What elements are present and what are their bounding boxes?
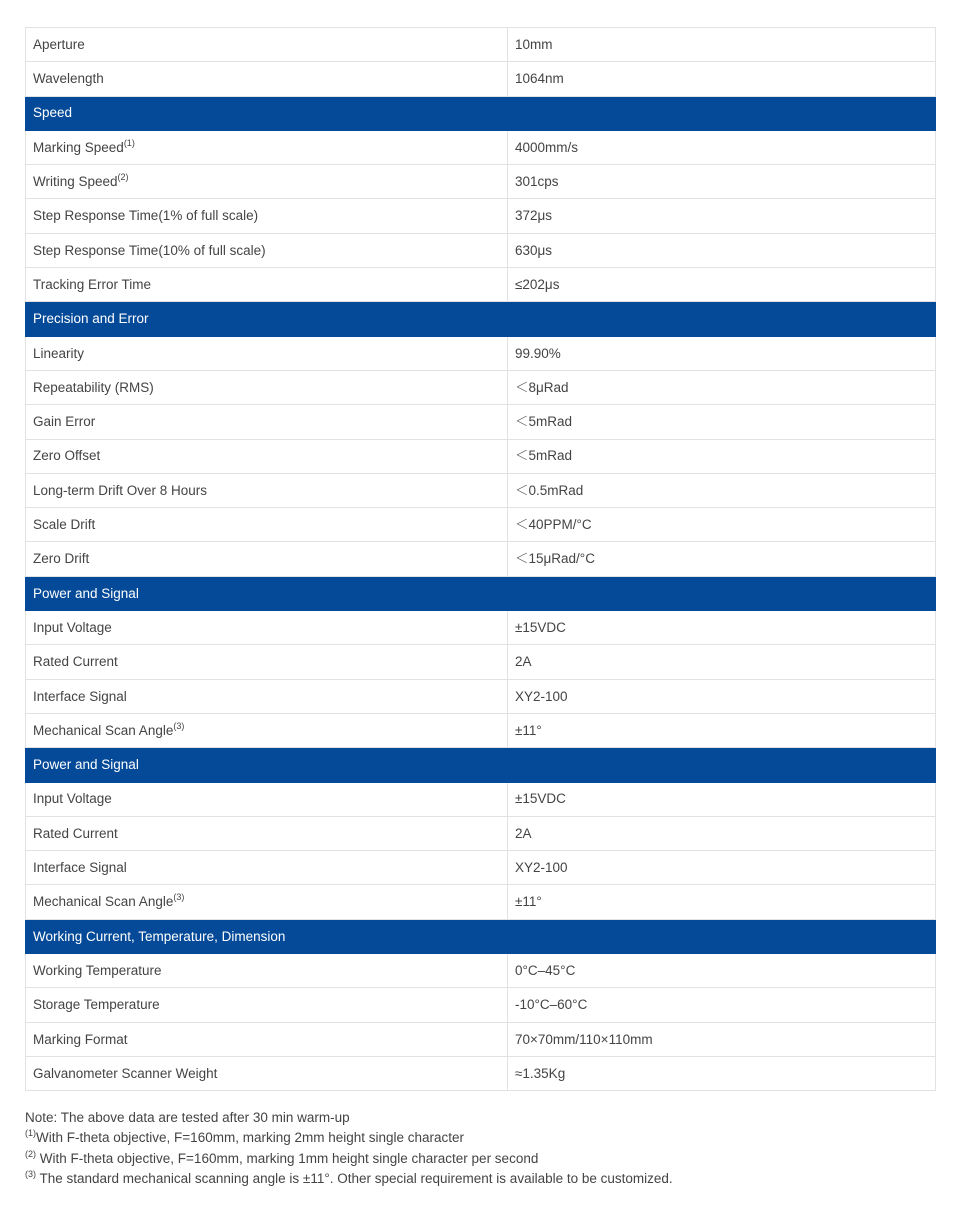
spec-value: ≈1.35Kg — [508, 1056, 936, 1090]
spec-value: 630μs — [508, 233, 936, 267]
footnote-marker: (3) — [173, 720, 185, 731]
spec-label: Step Response Time(1% of full scale) — [33, 208, 259, 224]
footnote-marker: (1) — [25, 1128, 36, 1139]
spec-label: Wavelength — [33, 71, 104, 87]
spec-label: Rated Current — [33, 654, 118, 670]
notes — [25, 1108, 935, 1190]
table-row — [26, 336, 936, 370]
spec-value: 99.90% — [508, 336, 936, 370]
spec-value: ＜5mRad — [508, 439, 936, 473]
spec-label-cell — [26, 611, 508, 645]
spec-table — [25, 27, 936, 1091]
spec-label-cell — [26, 954, 508, 988]
table-row — [26, 439, 936, 473]
spec-value: 1064nm — [508, 62, 936, 96]
spec-label: Tracking Error Time — [33, 276, 152, 292]
spec-label: Gain Error — [33, 414, 96, 430]
spec-label-cell — [26, 988, 508, 1022]
spec-label-cell — [26, 782, 508, 816]
spec-label: Writing Speed — [33, 174, 118, 190]
spec-value: 2A — [508, 816, 936, 850]
spec-label: Working Temperature — [33, 962, 162, 978]
spec-value: 2A — [508, 645, 936, 679]
table-row — [26, 233, 936, 267]
table-row — [26, 1056, 936, 1090]
section-header — [26, 919, 936, 953]
spec-label: Input Voltage — [33, 791, 112, 807]
section-title: Working Current, Temperature, Dimension — [26, 919, 936, 953]
spec-label-cell — [26, 542, 508, 576]
spec-label: Mechanical Scan Angle — [33, 722, 174, 738]
spec-value: 10mm — [508, 28, 936, 62]
table-row — [26, 713, 936, 747]
spec-value: ±11° — [508, 713, 936, 747]
footnote-text: With F-theta objective, F=160mm, marking 1mm height single character per second — [36, 1150, 539, 1166]
table-row — [26, 679, 936, 713]
spec-value: -10°C–60°C — [508, 988, 936, 1022]
spec-value: ＜40PPM/°C — [508, 508, 936, 542]
spec-label: Linearity — [33, 345, 85, 361]
spec-label-cell — [26, 713, 508, 747]
spec-value: 4000mm/s — [508, 130, 936, 164]
spec-label-cell — [26, 679, 508, 713]
footnote-marker: (3) — [25, 1169, 36, 1180]
spec-table-body — [26, 28, 936, 1091]
spec-value: 372μs — [508, 199, 936, 233]
spec-label-cell — [26, 439, 508, 473]
spec-label: Zero Drift — [33, 551, 90, 567]
spec-value: ＜15μRad/°C — [508, 542, 936, 576]
table-row — [26, 130, 936, 164]
spec-label-cell — [26, 645, 508, 679]
note-items — [25, 1128, 935, 1189]
spec-label-cell — [26, 28, 508, 62]
table-row — [26, 645, 936, 679]
spec-value: 0°C–45°C — [508, 954, 936, 988]
table-row — [26, 508, 936, 542]
spec-label-cell — [26, 165, 508, 199]
table-row — [26, 62, 936, 96]
spec-label: Input Voltage — [33, 619, 112, 635]
spec-label-cell — [26, 816, 508, 850]
spec-value: ＜0.5mRad — [508, 473, 936, 507]
spec-label: Galvanometer Scanner Weight — [33, 1065, 218, 1081]
table-row — [26, 268, 936, 302]
spec-label-cell — [26, 405, 508, 439]
section-title: Speed — [26, 96, 936, 130]
spec-label: Mechanical Scan Angle — [33, 894, 174, 910]
spec-label-cell — [26, 508, 508, 542]
spec-value: 301cps — [508, 165, 936, 199]
table-row — [26, 851, 936, 885]
spec-value: ＜8μRad — [508, 370, 936, 404]
table-row — [26, 542, 936, 576]
footnote-marker: (2) — [117, 172, 129, 183]
spec-label-cell — [26, 130, 508, 164]
footnote-marker: (2) — [25, 1148, 36, 1159]
spec-value: ±15VDC — [508, 782, 936, 816]
section-header — [26, 302, 936, 336]
section-title: Precision and Error — [26, 302, 936, 336]
section-header — [26, 576, 936, 610]
spec-value: ±11° — [508, 885, 936, 919]
table-row — [26, 199, 936, 233]
section-header — [26, 96, 936, 130]
spec-label: Rated Current — [33, 825, 118, 841]
spec-label-cell — [26, 885, 508, 919]
spec-label-cell — [26, 233, 508, 267]
spec-value: 70×70mm/110×110mm — [508, 1022, 936, 1056]
section-title: Power and Signal — [26, 748, 936, 782]
spec-value: XY2-100 — [508, 679, 936, 713]
footnote-line — [25, 1169, 935, 1189]
table-row — [26, 954, 936, 988]
footnote-marker: (1) — [123, 137, 135, 148]
spec-label-cell — [26, 370, 508, 404]
spec-value: ≤202μs — [508, 268, 936, 302]
table-row — [26, 611, 936, 645]
footnote-marker: (3) — [173, 892, 185, 903]
spec-label-cell — [26, 336, 508, 370]
spec-label: Step Response Time(10% of full scale) — [33, 242, 266, 258]
section-header — [26, 748, 936, 782]
spec-label: Zero Offset — [33, 448, 101, 464]
footnote-text: With F-theta objective, F=160mm, marking 2mm height single character — [36, 1130, 465, 1146]
table-row — [26, 28, 936, 62]
spec-label: Interface Signal — [33, 860, 127, 876]
spec-label-cell — [26, 1022, 508, 1056]
spec-label-cell — [26, 473, 508, 507]
table-row — [26, 165, 936, 199]
table-row — [26, 405, 936, 439]
table-row — [26, 473, 936, 507]
spec-label: Repeatability (RMS) — [33, 379, 154, 395]
table-row — [26, 370, 936, 404]
table-row — [26, 816, 936, 850]
spec-label-cell — [26, 851, 508, 885]
spec-label-cell — [26, 62, 508, 96]
spec-label-cell — [26, 1056, 508, 1090]
spec-value: ＜5mRad — [508, 405, 936, 439]
table-row — [26, 988, 936, 1022]
table-row — [26, 782, 936, 816]
table-row — [26, 1022, 936, 1056]
footnote-line — [25, 1128, 935, 1148]
spec-label: Marking Speed — [33, 139, 124, 155]
spec-value: XY2-100 — [508, 851, 936, 885]
table-row — [26, 885, 936, 919]
footnote-text: The standard mechanical scanning angle is ±11°. Other special requirement is available to be customized. — [36, 1171, 673, 1187]
spec-value: ±15VDC — [508, 611, 936, 645]
footnote-line — [25, 1149, 935, 1169]
spec-label: Scale Drift — [33, 517, 96, 533]
spec-label: Aperture — [33, 36, 85, 52]
section-title: Power and Signal — [26, 576, 936, 610]
spec-label-cell — [26, 268, 508, 302]
spec-label-cell — [26, 199, 508, 233]
spec-label: Interface Signal — [33, 688, 127, 704]
spec-label: Long-term Drift Over 8 Hours — [33, 482, 208, 498]
spec-label: Storage Temperature — [33, 997, 160, 1013]
spec-label: Marking Format — [33, 1031, 128, 1047]
note-title: Note: The above data are tested after 30 min warm-up — [25, 1110, 350, 1125]
